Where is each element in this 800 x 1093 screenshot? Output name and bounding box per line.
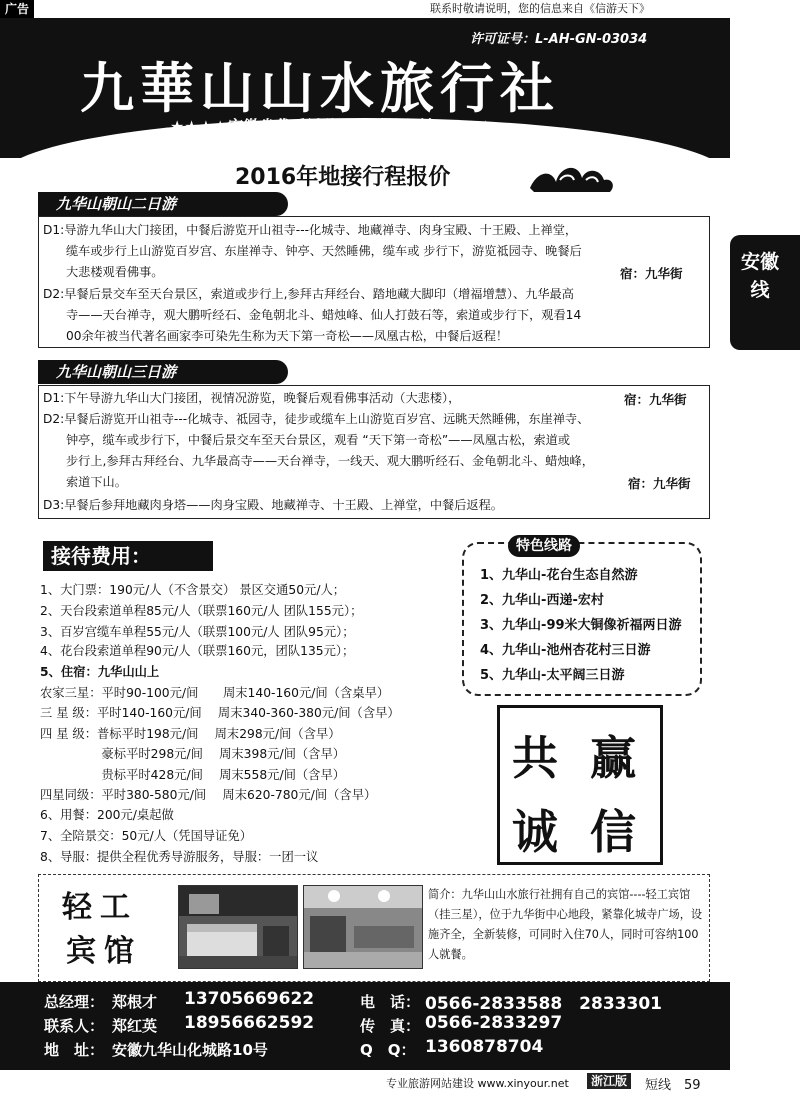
qq-value: 1360878704 [425,1037,544,1057]
fee-line: 四 星 级：普标平时198元/间 周末298元/间（含早） [40,727,341,741]
region-side-tab-label: 安徽线 [740,251,779,301]
fee-line: 豪标平时298元/间 周末398元/间（含早） [40,747,346,761]
fee-line: 四星同级：平时380-580元/间 周末620-780元/间（含早） [40,788,377,802]
hotel-intro: 简介：九华山山水旅行社拥有自己的宾馆----轻工宾馆（挂三星），位于九华街中心地段，紧靠化城寺广场，设施齐全，全新装修，可同时入住70人，同时可容纳100人就餐。 [428,888,703,961]
tour2-line: D3:早餐后参拜地藏肉身塔——肉身宝殿、地藏禅寺、十王殿、上禅堂，中餐后返程。 [43,498,503,512]
fee-line: 1、大门票：190元/人（不含景交） 景区交通50元/人； [40,583,346,597]
fee-line: 8、导服：提供全程优秀导游服务，导服：一团一议 [40,850,319,864]
tour1-line: D2:早餐后景交车至天台景区，索道或步行上,参拜古拜经台、踏地藏大脚印（增福增慧）、九华最高 [43,287,574,301]
qq-label: Q Q： [360,1041,416,1059]
price-title: 2016年地接行程报价 [235,165,451,190]
contact-label: 联系人： [44,1017,105,1035]
tour1-line: 00余年被当代著名画家李可染先生称为天下第一奇松——凤凰古松，中餐后返程！ [66,329,509,343]
agency-slogan: ★★★★安徽省优秀诚信四星级旅行社★★★★ [170,117,493,136]
fee-line: 4、花台段索道单程90元/人（联票160元，团队135元）； [40,644,355,658]
slogan-char: 赢 [590,731,636,785]
tour2-lodging: 宿：九华街 [628,476,691,491]
hotel-name-line1: 轻工 [62,890,138,925]
fees-title: 接待费用： [43,541,213,571]
ad-tag: 广告 [0,0,34,18]
manager-phone: 13705669622 [184,989,315,1009]
fee-line: 2、天台段索道单程85元/人（联票160元/人 团队155元）； [40,604,363,618]
tour1-lodging: 宿：九华街 [620,266,683,281]
tour1-line: 缆车或步行上山游览百岁宫、东崖禅寺、钟亭、天然睡佛，缆车或 步行下，游览祗园寺、晚餐后 [66,244,582,258]
route-item: 1、九华山-花台生态自然游 [480,568,638,583]
tour1-title: 九华山朝山二日游 [38,192,288,216]
fax-value: 0566-2833297 [425,1013,563,1033]
tour1-line: 寺——天台禅寺，观大鹏听经石、金龟朝北斗、蜡烛峰、仙人打鼓石等，索道或步行下，观看14 [66,308,582,322]
bottom-edition-badge: 浙江版 [587,1073,631,1089]
tour2-title: 九华山朝山三日游 [38,360,288,384]
fee-line: 3、百岁宫缆车单程55元/人（联票100元/人 团队95元）； [40,625,355,639]
agency-name: 九華山山水旅行社 [80,56,560,120]
slogan-char: 诚 [512,805,558,859]
manager-name: 郑根才 [112,993,158,1011]
fee-line: 5、住宿：九华山山上 [40,665,160,679]
license-number: 许可证号：L-AH-GN-03034 [470,32,648,47]
contact-name: 郑红英 [112,1017,158,1035]
tour1-line: 大悲楼观看佛事。 [66,265,164,279]
tour2-lodging: 宿：九华街 [624,392,687,407]
phone-label: 电 话： [360,993,421,1011]
address-label: 地 址： [44,1041,105,1059]
cloud-ornament-icon [520,150,620,200]
slogan-char: 信 [590,805,636,859]
top-notice: 联系时敬请说明，您的信息来自《信游天下》 [430,2,650,15]
tour2-line: 钟亭，缆车或步行下，中餐后景交车至天台景区，观看 “天下第一奇松”——凤凰古松，索道或 [66,433,571,447]
hotel-lobby-photo [303,885,423,969]
tour2-line: D2:早餐后游览开山祖寺---化城寺、祗园寺，徒步或缆车上山游览百岁宫、远眺天然睡佛，东崖禅寺、 [43,412,590,426]
special-routes-title: 特色线路 [508,535,580,557]
page-section-number: 短线 59 [645,1078,701,1093]
route-item: 2、九华山-西递-宏村 [480,593,604,608]
fee-line: 6、用餐：200元/桌起做 [40,808,174,822]
fee-line: 农家三星：平时90-100元/间 周末140-160元/间（含桌早） [40,686,390,700]
hotel-room-photo [178,885,298,969]
fee-line: 7、全陪景交：50元/人（凭国导证免） [40,829,253,843]
fee-line: 贵标平时428元/间 周末558元/间（含早） [40,768,346,782]
bottom-site-text: 专业旅游网站建设 www.xinyour.net [386,1077,569,1090]
tour2-line: 步行上,参拜古拜经台、九华最高寺——天台禅寺，一线天、观大鹏听经石、金龟朝北斗、蜡烛峰， [66,454,594,468]
hotel-name-line2: 宾馆 [66,934,142,969]
fee-line: 三 星 级：平时140-160元/间 周末340-360-380元/间（含早） [40,706,400,720]
phone-value: 0566-2833588 2833301 [425,994,662,1014]
address-value: 安徽九华山化城路10号 [112,1041,268,1059]
tour2-line: D1:下午导游九华山大门接团，视情况游览，晚餐后观看佛事活动（大悲楼）， [43,391,461,405]
fax-label: 传 真： [360,1017,421,1035]
route-item: 4、九华山-池州杏花村三日游 [480,643,651,658]
manager-label: 总经理： [44,993,105,1011]
tour2-line: 索道下山。 [66,475,127,489]
contact-phone: 18956662592 [184,1013,315,1033]
slogan-char: 共 [512,731,558,785]
tour1-line: D1:导游九华山大门接团，中餐后游览开山祖寺---化城寺、地藏禅寺、肉身宝殿、十王殿、上禅堂， [43,223,578,237]
route-item: 3、九华山-99米大铜像祈福两日游 [480,618,682,633]
route-item: 5、九华山-太平阔三日游 [480,668,625,683]
